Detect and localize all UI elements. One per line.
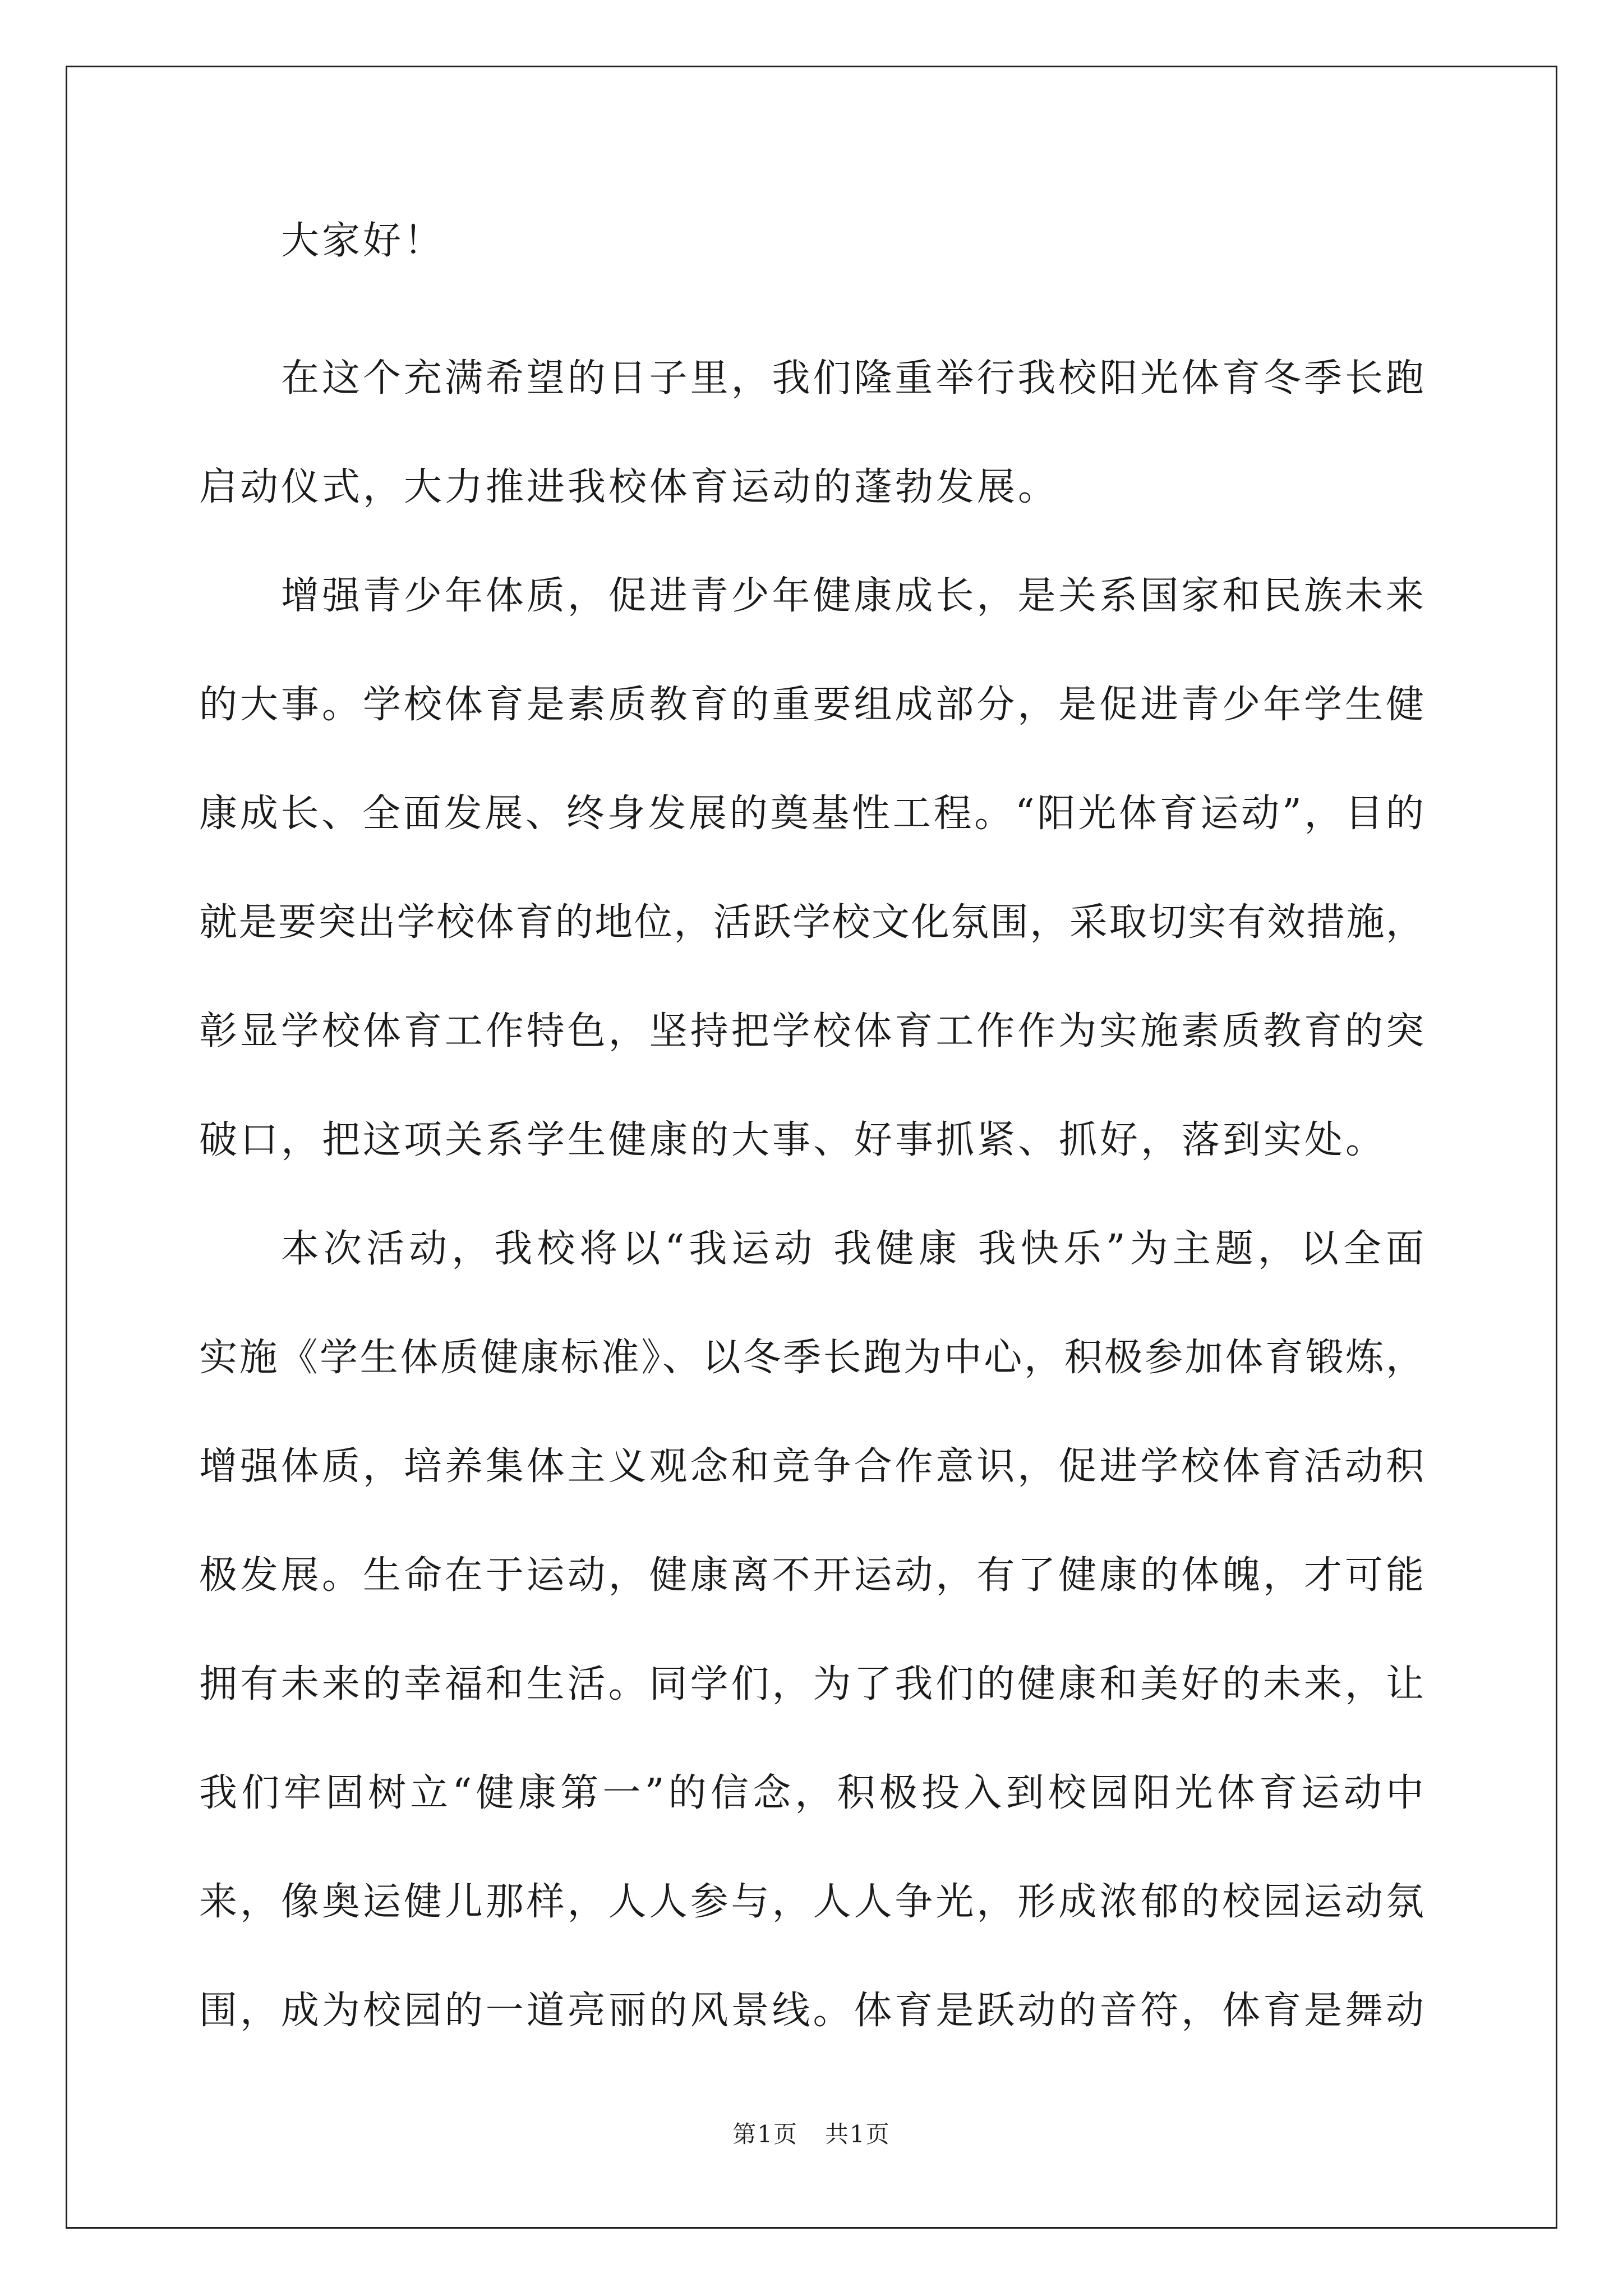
paragraph-line: 实施《学生体质健康标准》、以冬季长跑为中心，积极参加体育锻炼，	[199, 1336, 1424, 1380]
paragraph-line: 在这个充满希望的日子里，我们隆重举行我校阳光体育冬季长跑	[281, 356, 1424, 401]
paragraph-2	[199, 568, 1424, 1221]
paragraph-line: 康成长、全面发展、终身发展的奠基性工程。“阳光体育运动”，目的	[199, 792, 1424, 836]
page-number: 第1页	[732, 2120, 798, 2148]
paragraph-line: 增强青少年体质，促进青少年健康成长，是关系国家和民族未来	[281, 574, 1424, 618]
document-body	[199, 213, 1424, 2092]
paragraph-line: 极发展。生命在于运动，健康离不开运动，有了健康的体魄，才可能	[199, 1553, 1424, 1598]
paragraph-line: 破口，把这项关系学生健康的大事、好事抓紧、抓好，落到实处。	[199, 1118, 1387, 1162]
paragraph-line: 我们牢固树立“健康第一”的信念，积极投入到校园阳光体育运动中	[199, 1771, 1424, 1815]
paragraph-line: 本次活动，我校将以“我运动 我健康 我快乐”为主题，以全面	[281, 1227, 1424, 1271]
paragraph-line: 的大事。学校体育是素质教育的重要组成部分，是促进青少年学生健	[199, 683, 1424, 727]
paragraph-line: 就是要突出学校体育的地位，活跃学校文化氛围，采取切实有效措施，	[199, 900, 1424, 945]
paragraph-1	[199, 351, 1424, 568]
page-total: 共1页	[825, 2120, 891, 2148]
greeting: 大家好！	[281, 219, 445, 263]
paragraph-3	[199, 1221, 1424, 2092]
paragraph-line: 启动仪式，大力推进我校体育运动的蓬勃发展。	[199, 465, 1059, 509]
paragraph-line: 彰显学校体育工作特色，坚持把学校体育工作作为实施素质教育的突	[199, 1009, 1424, 1053]
page-footer	[0, 2116, 1623, 2150]
paragraph-line: 围，成为校园的一道亮丽的风景线。体育是跃动的音符，体育是舞动	[199, 1989, 1424, 2033]
paragraph-line: 来，像奥运健儿那样，人人参与，人人争光，形成浓郁的校园运动氛	[199, 1880, 1424, 1924]
paragraph-line: 增强体质，培养集体主义观念和竞争合作意识，促进学校体育活动积	[199, 1444, 1424, 1489]
paragraph-line: 拥有未来的幸福和生活。同学们，为了我们的健康和美好的未来，让	[199, 1662, 1424, 1706]
